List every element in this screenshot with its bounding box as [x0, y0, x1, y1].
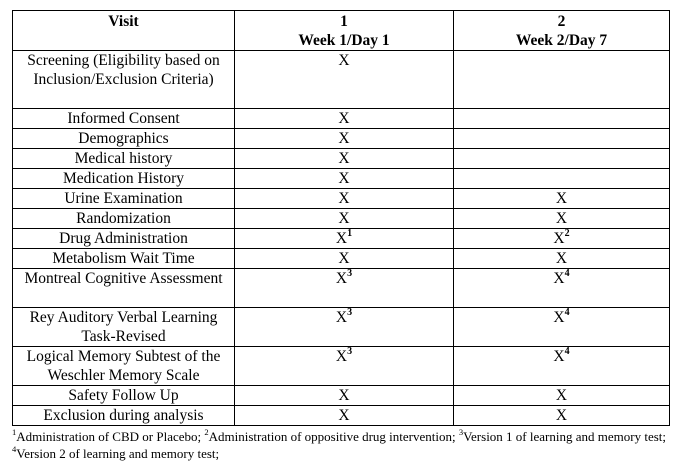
visit-1-cell [235, 109, 454, 129]
footnote-ref: 4 [564, 346, 570, 357]
visit-2-cell [454, 386, 670, 406]
visit-1-mark: X [338, 250, 350, 267]
visit-2-mark: X [553, 348, 565, 365]
visit-1-cell [235, 209, 454, 229]
activity-label: Safety Follow Up [68, 387, 179, 404]
activity-cell [13, 269, 235, 308]
table-row [13, 109, 670, 129]
visit-2-cell [454, 347, 670, 386]
table-row [13, 229, 670, 249]
visit-1-mark: X [338, 170, 350, 187]
table-row [13, 347, 670, 386]
visit-1-cell [235, 269, 454, 308]
visit-2-cell [454, 129, 670, 149]
visit-1-cell [235, 347, 454, 386]
visit-1-mark: X [338, 150, 350, 167]
activity-label: Randomization [76, 210, 171, 227]
footnote-text: Version 2 of learning and memory test; [16, 446, 220, 461]
footnote-ref: 3 [347, 307, 353, 318]
visit-1-mark: X [338, 130, 350, 147]
footnote-ref: 2 [564, 228, 570, 239]
header-visit-2-number: 2 [557, 13, 566, 30]
visit-2-cell [454, 308, 670, 347]
footnote-ref: 3 [347, 346, 353, 357]
visit-1-mark: X [335, 348, 348, 365]
activity-label: Medical history [74, 150, 173, 167]
activity-label: Urine Examination [64, 190, 183, 207]
activity-cell [13, 209, 235, 229]
header-visit [13, 11, 235, 51]
footnote-text: Administration of oppositive drug intervention; [208, 429, 459, 444]
visit-1-mark: X [338, 52, 350, 69]
footnote-text: Version 1 of learning and memory test; [463, 429, 666, 444]
visit-2-mark: X [553, 230, 565, 247]
visit-2-cell [454, 249, 670, 269]
activity-cell [13, 308, 235, 347]
footnote-text: Administration of CBD or Placebo; [16, 429, 205, 444]
activity-label: Demographics [78, 130, 169, 147]
table-row [13, 249, 670, 269]
visit-1-mark: X [338, 110, 350, 127]
visit-1-cell [235, 249, 454, 269]
visit-1-mark: X [338, 190, 350, 207]
visit-1-cell [235, 51, 454, 109]
visit-1-cell [235, 386, 454, 406]
table-row [13, 386, 670, 406]
visit-1-mark: X [335, 230, 348, 247]
table-row [13, 308, 670, 347]
visit-1-cell [235, 229, 454, 249]
visit-schedule-table [12, 10, 670, 426]
footnote-mark: 4 [12, 443, 17, 454]
activity-cell [13, 386, 235, 406]
visit-1-mark: X [335, 270, 348, 287]
table-row [13, 169, 670, 189]
visit-1-cell [235, 308, 454, 347]
activity-label: Metabolism Wait Time [52, 250, 195, 267]
visit-2-cell [454, 406, 670, 426]
table-row [13, 129, 670, 149]
visit-1-cell [235, 149, 454, 169]
header-visit-2-label: Week 2/Day 7 [515, 32, 608, 49]
activity-cell [13, 51, 235, 109]
visit-1-mark: X [335, 309, 348, 326]
activity-cell [13, 347, 235, 386]
activity-cell [13, 229, 235, 249]
activity-cell [13, 129, 235, 149]
footnote-ref: 4 [564, 268, 570, 279]
visit-2-mark: X [555, 250, 568, 267]
visit-1-cell [235, 189, 454, 209]
visit-1-cell [235, 406, 454, 426]
table-row [13, 189, 670, 209]
activity-cell [13, 406, 235, 426]
footnote-ref: 4 [564, 307, 570, 318]
visit-2-mark: X [553, 309, 565, 326]
footnote-mark: 1 [12, 426, 17, 437]
visit-1-mark: X [338, 210, 350, 227]
activity-cell [13, 169, 235, 189]
footnote-mark: 2 [204, 426, 209, 437]
activity-label: Informed Consent [67, 110, 180, 127]
visit-1-mark: X [338, 387, 350, 404]
table-row [13, 209, 670, 229]
visit-2-mark: X [555, 210, 568, 227]
header-visit-label: Visit [108, 13, 139, 30]
visit-2-cell [454, 169, 670, 189]
visit-2-cell [454, 51, 670, 109]
visit-2-cell [454, 209, 670, 229]
visit-2-cell [454, 149, 670, 169]
visit-1-cell [235, 169, 454, 189]
activity-cell [13, 189, 235, 209]
header-visit-1-number: 1 [340, 13, 348, 30]
visit-2-mark: X [555, 407, 568, 424]
visit-2-cell [454, 189, 670, 209]
visit-1-mark: X [338, 407, 350, 424]
activity-label: Medication History [63, 170, 184, 187]
table-row [13, 406, 670, 426]
header-visit-1-label: Week 1/Day 1 [298, 32, 390, 49]
visit-2-mark: X [553, 270, 565, 287]
activity-label: Drug Administration [59, 230, 188, 247]
visit-2-mark: X [555, 387, 568, 404]
table-header-row [13, 11, 670, 51]
activity-cell [13, 149, 235, 169]
table-row [13, 51, 670, 109]
visit-1-cell [235, 129, 454, 149]
activity-cell [13, 109, 235, 129]
header-visit-1 [235, 11, 454, 51]
activity-cell [13, 249, 235, 269]
activity-label: Montreal Cognitive Assessment [24, 270, 223, 287]
activity-label: Logical Memory Subtest of the Weschler Memory Scale [26, 348, 221, 384]
activity-label: Exclusion during analysis [43, 407, 204, 424]
visit-2-cell [454, 229, 670, 249]
table-footnotes [12, 428, 672, 462]
activity-label: Rey Auditory Verbal Learning Task-Revised [29, 309, 218, 345]
visit-2-mark: X [555, 190, 568, 207]
visit-2-cell [454, 269, 670, 308]
footnote-mark: 3 [458, 426, 464, 437]
footnote-ref: 3 [347, 268, 353, 279]
header-visit-2 [454, 11, 670, 51]
table-row [13, 269, 670, 308]
footnote-ref: 1 [347, 228, 353, 239]
activity-label: Screening (Eligibility based on Inclusion/Exclusion Criteria) [27, 52, 220, 88]
table-row [13, 149, 670, 169]
visit-2-cell [454, 109, 670, 129]
